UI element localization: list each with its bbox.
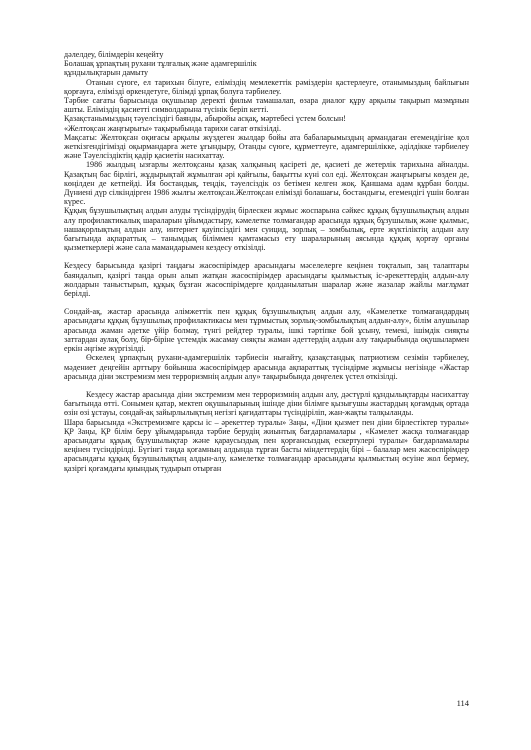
paragraph-event: «Желтоқсан жаңғырығы» тақырыбында тарихи сағат өткізілді.: [64, 123, 282, 133]
paragraph-1986: 1986 жылдың ызғарлы желтоқсаны қазақ халқының қасіреті де, қасиеті де жетерлік тарихына айналды. Қазақтың бас бірлігі, жұдырықтай жұмылған әрі қайғылы, бақытты күні сол еді. Желтоқсан жаңғырығы көзден де, көңілден де кетпейді. Ия бостандық, теңдік, тәуелсіздік оз бетімен келген жоқ. Қаншама адам құрбан болды. Дүниені дүр сілкіндірген 1986 жылғы желтоқсан.Желтоқсан елімізді болашағы, бостандығы, егемендігі үшін болған күрес.: [64, 160, 469, 207]
paragraph-laws: Шара барысында «Экстремизмге қарсы іс – әрекеттер туралы» Заңы, «Діни қызмет пен діни бірлестіктер туралы» ҚР Заңы, ҚР білім беру ұйымдарында тәрбие берудің жиынтық бағдарламалары , «Кәмелет жасқа толмағандар арасындағы құқық бұзушылықтар және қараусыздық пен қорғансыздық ескертулері туралы» бағдарламалары кеңінен түсіндірілді. Бүгінгі таңда қоғамның алдында тұрған басты міндеттердің бірі – балалар мен жасөспірімдер арасындағы құқық бұзушылықтың алдын-алу, кәмелетке толмағандар арасындағы қылмыстың өсуіне жол бермеу, қазіргі қоғамдағы қиындық тудырып отырған: [64, 417, 469, 473]
heading-line-2: құндылықтарын дамыту: [64, 68, 149, 78]
paragraph-extremism: Кездесу жастар арасында діни экстремизм мен терроризмнің алдын алу, дәстүрлі құндылықтарды насихаттау бағытында өтті. Сонымен қатар, мектеп оқушыларының ішінде діни білімге қызығушы жастардың қоғамдық ортада өзін өзі ұстауы, сондай-ақ зайырлылықтың негізгі қағидаттары түсіндіріліп, жан-жақты талқыланды.: [64, 389, 469, 418]
paragraph-purpose: Мақсаты: Желтоқсан оқиғасы арқылы жүздеген жылдар бойы ата бабаларымыздың армандаған егемендігіне қол жеткізгендігімізді оқырмандарға жете ұғындыру, Отанды сүюге, құрметтеуге, адамгершілікке, әділдікке тәрбиелеу және Тәуелсіздіктің қадір қасиетін насихаттау.: [64, 132, 469, 161]
paragraph-1: дәлелдеу, білімдерін кеңейту: [64, 50, 164, 59]
paragraph-meeting: Кездесу барысында қазіргі таңдағы жасөспірімдер арасындағы мәселелерге кеңінен тоқталып, заң талаптары баяндалып, қазіргі таңда орын алып жатқан жасөспірімдер арасындағы қылмыстық іс-әрекеттердің алдын-алу жолдарын таныстырып, құқық бұзған жасөспірімдерге қолданылатын шаралар және жазалар жайлы мағлұмат берілді.: [64, 261, 469, 299]
page-number: 114: [456, 698, 469, 708]
paragraph-slogan: Қазақстанымыздың тәуелсіздігі баянды, абыройы асқақ, мәртебесі үстем болсын!: [64, 114, 346, 124]
paragraph-bullying: Сондай-ақ, жастар арасында әлімжеттік пен құқық бұзушылықтың алдын алу, «Кәмелетке толмағандардың арасындағы құқық бұзушылық профилактикасы мен тұрмыстық зорлық-зомбылықтың алдын-алу», білім алушылар арасында жаман әдетке үйір болмау, түнгі рейдтер туралы, ішкі тәртіпке бой ұсыну, темекі, ішімдік сияқты заттардан аулақ болу, бір-біріне үстемдік жасамау сияқты жаман әдеттердің алдын алу тақырыбында оқушылармен еркін әңгіме жүргізілді.: [64, 307, 469, 354]
paragraph-prevention: Құқық бұзушылықтың алдын алуды түсіндірудің бірлескен жұмыс жоспарына сәйкес құқық бұзушылықтың алдын алу профилактикалық шараларын ұйымдастыру, кәмелетке толмағандар арасында құқық бұзушылық және қылмыс, нашақорлықтың алдын алу, интернет қауіпсіздігі мен суицид, зорлық – зомбылық, ерте жүктіліктің алдын алу бағытында ақпараттық – танымдық біліммен қамтамасыз ету шараларының аясында құқық қорғау органы қызметкерлері және сала мамандарымен кездесу өткізілді.: [64, 206, 469, 253]
paragraph-patriotism: Өскелең ұрпақтың рухани-адамгершілік тәрбиесін нығайту, қазақстандық патриотизм сезімін тәрбиелеу, мәдениет деңгейін арттыру бойынша жасөспірімдер арасында ақпараттық түсіндірме жұмысы негізінде «Жастар арасында діни экстремизм мен терроризмнің алдын алу» тақырыбында дөңгелек үстел өткізілді.: [64, 353, 469, 381]
document-body: [64, 50, 469, 473]
heading-line-1: Болашақ ұрпақтың рухани тұлғалық және адамгершілік: [64, 59, 257, 69]
paragraph-goal: Отанын сүюге, ел тарихын білуге, еліміздің мемлекеттік рәміздерін қастерлеуге, отанымыздың байлығын қорғауға, елімізді өркендетуге, білімді ұрпақ болуға тәрбиелеу.: [64, 77, 469, 96]
paragraph-lesson: Тәрбие сағаты барысында оқушылар деректі фильм тамашалап, өзара диалог құру арқылы тақырып мазмұнын ашты. Еліміздің қасиетті символдарына түсінік беріп кетті.: [64, 96, 469, 115]
